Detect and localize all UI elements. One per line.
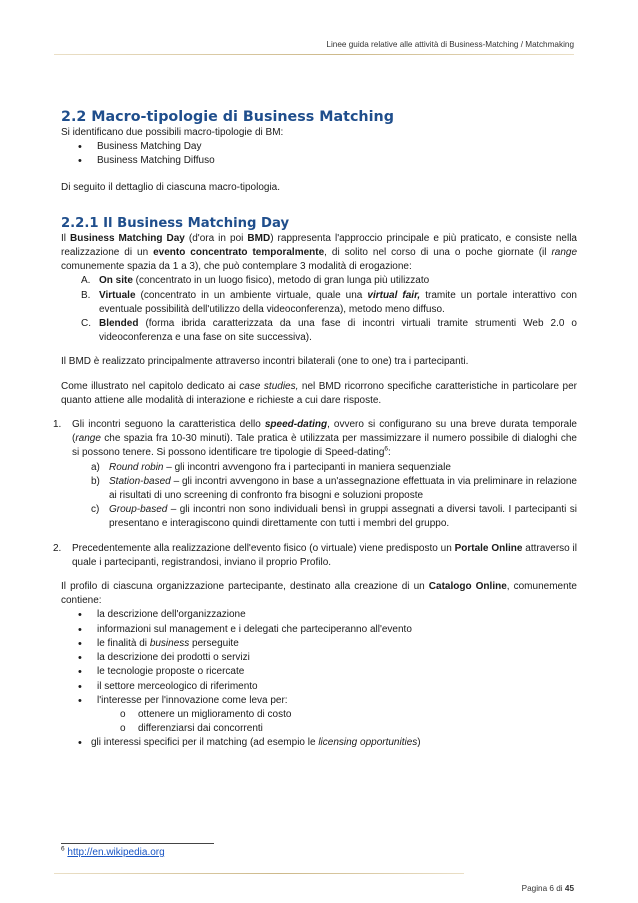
numbered-point-2: 2. Precedentemente alla realizzazione dell'evento fisico (o virtuale) viene predisposto un Portale Online attraverso il quale i partecipanti, registrandosi, inviano il proprio Profilo. (53, 542, 577, 568)
list-item: • le finalità di business perseguite (61, 637, 577, 651)
section-intro: Si identificano due possibili macro-tipologie di BM: (61, 127, 284, 138)
speed-dating-types-list (61, 461, 577, 532)
paragraph-bmd-intro: Il Business Matching Day (d'ora in poi BMD) rappresenta l'approccio principale e più praticato, e consiste nella realizzazione di un evento concentrato temporalmente, di solito nel corso di una o poche giornate (il range comunemente spazia da 1 a 3), che può contemplare 3 modalità di erogazione: (61, 232, 578, 273)
paragraph-profile: Il profilo di ciascuna organizzazione partecipante, destinato alla creazione di un Catalogo Online, comunemente contiene: (61, 581, 577, 607)
list-item: • la descrizione dei prodotti o servizi (61, 651, 577, 665)
footnote (61, 847, 165, 858)
running-header: Linee guida relative alle attività di Business-Matching / Matchmaking (326, 40, 574, 49)
list-item: • le tecnologie proposte o ricercate (61, 665, 577, 679)
header-rule (54, 54, 574, 55)
list-item: a) Round robin – gli incontri avvengono fra i partecipanti in maniera sequenziale (91, 461, 451, 473)
numbered-point-1: 1. Gli incontri seguono la caratteristica dello speed-dating, ovvero si configurano su una breve durata temporale (range che spazia fra 10-30 minuti). Tale pratica è utilizzata per massimizzare il numero possibile di dialoghi che si possono tenere. Si possono identificare tre tipologie di Speed-dating$^6$: (53, 419, 577, 459)
list-item: C. Blended (forma ibrida caratterizzata da una fase di incontri virtuali tramite strumenti Web 2.0 o videoconferenza e una fase on site successiva). (81, 318, 577, 344)
delivery-modes-list (61, 274, 577, 345)
list-item: c) Group-based – gli incontri non sono individuali bensì in gruppi assegnati a diversi tavoli. I partecipanti si presentano e interagiscono quindi direttamente con tutti i membri del gruppo. (91, 504, 577, 530)
list-item: • informazioni sul management e i delegati che parteciperanno all'evento (61, 623, 577, 637)
footnote-number: 6 (61, 845, 65, 853)
list-item: o differenziarsi dai concorrenti (120, 723, 263, 735)
list-item: b) Station-based – gli incontri avvengono in base a un'assegnazione effettuata in via preliminare in relazione ai risultati di uno screening di confronto fra bisogni e soluzioni proposte (91, 475, 577, 502)
footnote-rule (61, 843, 214, 844)
list-item: • il settore merceologico di riferimento (61, 680, 577, 694)
paragraph-bilateral: Il BMD è realizzato principalmente attraverso incontri bilaterali (one to one) tra i partecipanti. (61, 356, 469, 368)
page-number: Pagina 6 di 45 (521, 884, 574, 893)
profile-contents-list (61, 608, 577, 707)
profile-contents-list-end (61, 736, 577, 750)
list-item: B. Virtuale (concentrato in un ambiente virtuale, quale una virtual fair, tramite un portale interattivo con eventuale possibilità dell'utilizzo della videoconferenza), metodo meno diffuso. (81, 289, 577, 315)
list-item: • Business Matching Day (61, 140, 577, 154)
list-item: • gli interessi specifici per il matching (ad esempio le licensing opportunities) (61, 736, 577, 750)
section-outro: Di seguito il dettaglio di ciascuna macro-tipologia. (61, 181, 281, 193)
footnote-link[interactable]: http://en.wikipedia.org (67, 847, 165, 858)
macro-types-list (61, 140, 577, 168)
paragraph-case-studies: Come illustrato nel capitolo dedicato ai case studies, nel BMD ricorrono specifiche caratteristiche in particolare per quanto attiene alle modalità di interazione e richieste a cui dare risposte. (61, 380, 578, 406)
footer-rule (54, 873, 464, 874)
page-body (53, 108, 578, 751)
list-item: • la descrizione dell'organizzazione (61, 608, 577, 622)
list-item: o ottenere un miglioramento di costo (120, 708, 292, 720)
innovation-sublist (61, 708, 577, 736)
list-item: A. On site (concentrato in un luogo fisico), metodo di gran lunga più utilizzato (81, 275, 430, 287)
footnote-ref: 6 (384, 446, 389, 454)
section-heading-2-2-1: 2.2.1 Il Business Matching Day (61, 215, 290, 231)
list-item: • l'interesse per l'innovazione come leva per: (61, 694, 577, 708)
list-item: • Business Matching Diffuso (61, 154, 577, 168)
section-heading-2-2: 2.2 Macro-tipologie di Business Matching (61, 109, 394, 125)
